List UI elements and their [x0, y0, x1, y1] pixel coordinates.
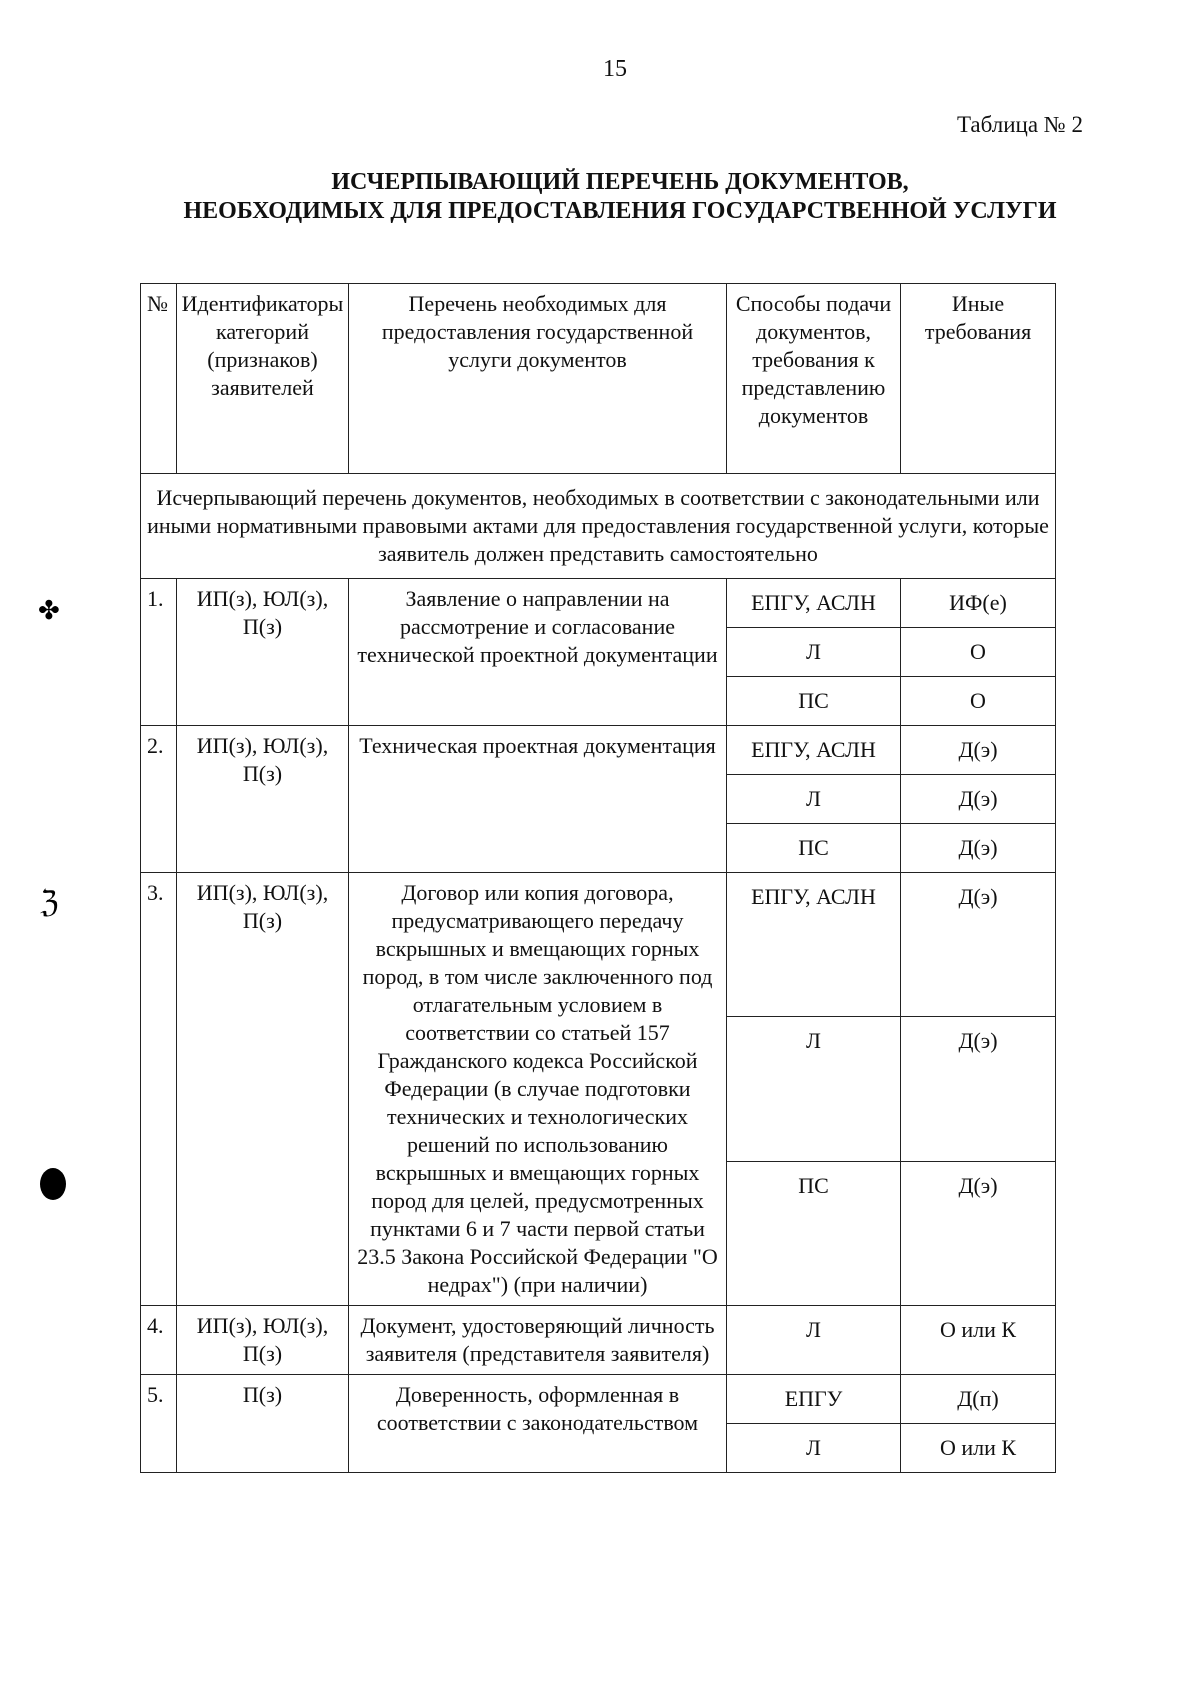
title-line-1: ИСЧЕРПЫВАЮЩИЙ ПЕРЕЧЕНЬ ДОКУМЕНТОВ, — [331, 169, 909, 195]
document-name: Заявление о направлении на рассмотрение и согласование технической проектной документации — [349, 579, 727, 726]
other-requirement: О или К — [901, 1424, 1056, 1473]
submission-method: ЕПГУ — [727, 1375, 901, 1424]
document-name: Доверенность, оформленная в соответствии с законодательством — [349, 1375, 727, 1473]
table-row — [141, 579, 1056, 628]
table-header — [141, 284, 1056, 474]
scan-blot — [40, 1168, 66, 1200]
header-applicant-identifiers: Идентификаторы категорий (признаков) заявителей — [177, 284, 349, 474]
document-name: Документ, удостоверяющий личность заявителя (представителя заявителя) — [349, 1306, 727, 1375]
page-number: 15 — [603, 56, 627, 82]
submission-method: ЕПГУ, АСЛН — [727, 579, 901, 628]
other-requirement: Д(э) — [901, 726, 1056, 775]
section-heading: Исчерпывающий перечень документов, необходимых в соответствии с законодательными или иными нормативными правовыми актами для предоставления государственной услуги, которые заявитель должен представить самостоятельно — [141, 474, 1056, 579]
table-row — [141, 873, 1056, 1017]
applicant-categories: П(з) — [177, 1375, 349, 1473]
other-requirement: О — [901, 677, 1056, 726]
header-number: № — [141, 284, 177, 474]
title-line-2: НЕОБХОДИМЫХ ДЛЯ ПРЕДОСТАВЛЕНИЯ ГОСУДАРСТВЕННОЙ УСЛУГИ — [183, 198, 1057, 224]
submission-method: Л — [727, 1306, 901, 1375]
document-title — [130, 168, 1110, 226]
submission-method: Л — [727, 775, 901, 824]
submission-method: ЕПГУ, АСЛН — [727, 873, 901, 1017]
header-documents-list: Перечень необходимых для предоставления государственной услуги документов — [349, 284, 727, 474]
row-number: 2. — [141, 726, 177, 873]
header-other-requirements: Иные требования — [901, 284, 1056, 474]
applicant-categories: ИП(з), ЮЛ(з), П(з) — [177, 873, 349, 1306]
other-requirement: ИФ(е) — [901, 579, 1056, 628]
table-body — [141, 474, 1056, 1473]
other-requirement: Д(э) — [901, 824, 1056, 873]
other-requirement: Д(э) — [901, 1017, 1056, 1161]
table-row — [141, 1375, 1056, 1424]
other-requirement: О или К — [901, 1306, 1056, 1375]
document-name: Договор или копия договора, предусматривающего передачу вскрышных и вмещающих горных пород, в том числе заключенного под отлагательным условием в соответствии со статьей 157 Гражданского кодекса Российской Федерации (в случае подготовки технических и технологических решений по использованию вскрышных и вмещающих горных пород для целей, предусмотренных пунктами 6 и 7 части первой статьи 23.5 Закона Российской Федерации "О недрах") (при наличии) — [349, 873, 727, 1306]
applicant-categories: ИП(з), ЮЛ(з), П(з) — [177, 1306, 349, 1375]
row-number: 5. — [141, 1375, 177, 1473]
applicant-categories: ИП(з), ЮЛ(з), П(з) — [177, 579, 349, 726]
submission-method: ПС — [727, 824, 901, 873]
submission-method: Л — [727, 628, 901, 677]
submission-method: ЕПГУ, АСЛН — [727, 726, 901, 775]
table-row — [141, 1306, 1056, 1375]
table-label: Таблица № 2 — [956, 112, 1083, 137]
table-row — [141, 726, 1056, 775]
submission-method: ПС — [727, 677, 901, 726]
submission-method: ПС — [727, 1161, 901, 1305]
header-submission-methods: Способы подачи документов, требования к представлению документов — [727, 284, 901, 474]
submission-method: Л — [727, 1424, 901, 1473]
other-requirement: Д(э) — [901, 873, 1056, 1017]
documents-table — [140, 283, 1056, 1473]
scan-mark-1: ✤ — [38, 596, 60, 625]
row-number: 1. — [141, 579, 177, 726]
scan-mark-2: ℨ — [40, 886, 59, 919]
other-requirement: Д(э) — [901, 775, 1056, 824]
document-name: Техническая проектная документация — [349, 726, 727, 873]
other-requirement: О — [901, 628, 1056, 677]
row-number: 4. — [141, 1306, 177, 1375]
row-number: 3. — [141, 873, 177, 1306]
other-requirement: Д(п) — [901, 1375, 1056, 1424]
submission-method: Л — [727, 1017, 901, 1161]
other-requirement: Д(э) — [901, 1161, 1056, 1305]
applicant-categories: ИП(з), ЮЛ(з), П(з) — [177, 726, 349, 873]
